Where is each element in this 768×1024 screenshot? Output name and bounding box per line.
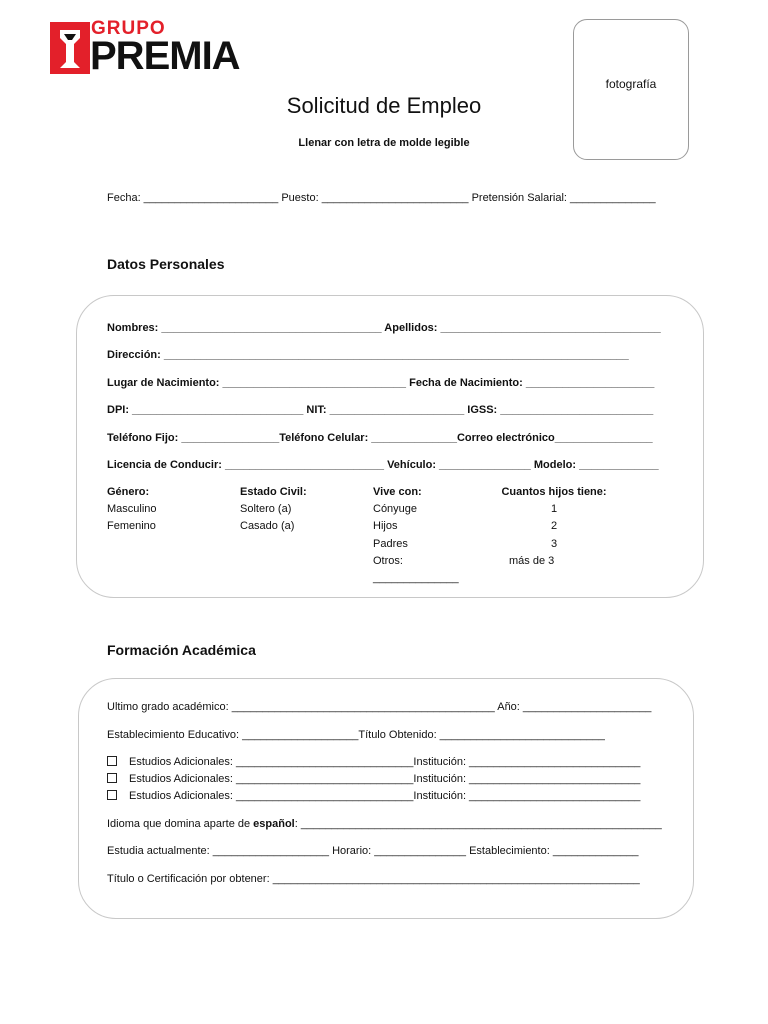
idioma-prefix: Idioma que domina aparte de <box>107 818 254 830</box>
hijos-option[interactable]: 2 <box>550 520 558 533</box>
genero-option[interactable]: Masculino <box>107 503 157 516</box>
field-telefonos-correo[interactable]: Teléfono Fijo: ________________Teléfono Celular: ______________Correo electrónico________________ <box>107 432 653 444</box>
checkbox[interactable] <box>107 756 117 766</box>
vive-con-option[interactable]: Cónyuge <box>373 503 418 516</box>
field-nombres-apellidos[interactable]: Nombres: ____________________________________ Apellidos: ____________________________________ <box>107 322 661 334</box>
field-nacimiento[interactable]: Lugar de Nacimiento: ______________________________ Fecha de Nacimiento: _____________________ <box>107 377 655 389</box>
idioma-suffix: : ___________________________________________________________ <box>294 818 662 830</box>
field-licencia-vehiculo[interactable]: Licencia de Conducir: __________________________ Vehículo: _______________ Modelo: _____________ <box>107 459 659 471</box>
page-title: Solicitud de Empleo <box>286 93 482 118</box>
estado-civil-option[interactable]: Casado (a) <box>240 520 295 533</box>
vive-con-option[interactable]: Hijos <box>373 520 398 533</box>
field-estudia-actualmente[interactable]: Estudia actualmente: ___________________ Horario: _______________ Establecimiento: ______________ <box>107 845 639 857</box>
estado-civil-option[interactable]: Soltero (a) <box>240 503 292 516</box>
photo-label: fotografía <box>605 77 657 91</box>
field-ultimo-grado[interactable]: Ultimo grado académico: ___________________________________________ Año: _____________________ <box>107 701 652 713</box>
hijos-column <box>494 484 614 570</box>
estudios-adicionales-row[interactable] <box>107 756 640 768</box>
idioma-bold: español <box>253 818 295 830</box>
field-idioma[interactable] <box>107 818 662 830</box>
field-establecimiento-titulo[interactable]: Establecimiento Educativo: ___________________Título Obtenido: ___________________________ <box>107 729 605 741</box>
section-heading-academic: Formación Académica <box>107 642 256 658</box>
field-direccion[interactable]: Dirección: ____________________________________________________________________________ <box>107 349 629 361</box>
genero-label: Género: <box>107 486 150 498</box>
logo-premia-text: PREMIA <box>90 34 240 78</box>
estado-civil-label: Estado Civil: <box>240 486 307 498</box>
page-subtitle: Llenar con letra de molde legible <box>298 137 470 149</box>
section-heading-personal: Datos Personales <box>107 256 225 272</box>
vive-con-option[interactable]: Padres <box>373 537 408 550</box>
genero-option[interactable]: Femenino <box>107 520 156 533</box>
vive-con-otros-blank[interactable]: ______________ <box>373 572 459 585</box>
estudios-adicionales-text: Estudios Adicionales: _____________________________Institución: ____________________________ <box>129 756 641 768</box>
hijos-option[interactable]: 3 <box>550 537 558 550</box>
vive-con-option[interactable]: Otros: <box>373 554 403 567</box>
hijos-option[interactable]: 1 <box>550 503 558 516</box>
logo-grupo-text: GRUPO <box>91 18 166 39</box>
field-titulo-por-obtener[interactable]: Título o Certificación por obtener: ____________________________________________________________ <box>107 873 640 885</box>
estudios-adicionales-row[interactable] <box>107 790 640 802</box>
genero-column <box>107 484 157 536</box>
company-logo <box>50 18 312 78</box>
top-fields-line[interactable]: Fecha: ______________________ Puesto: ________________________ Pretensión Salarial: ______________ <box>107 192 656 204</box>
logo-mark-icon <box>50 22 90 74</box>
estudios-adicionales-row[interactable] <box>107 773 640 785</box>
estudios-adicionales-text: Estudios Adicionales: _____________________________Institución: ____________________________ <box>129 790 641 802</box>
hijos-option[interactable]: más de 3 <box>509 554 555 567</box>
hijos-label: Cuantos hijos tiene: <box>501 486 607 498</box>
vive-con-column <box>373 484 459 587</box>
checkbox[interactable] <box>107 790 117 800</box>
estado-civil-column <box>240 484 307 536</box>
field-dpi-nit-igss[interactable]: DPI: ____________________________ NIT: ______________________ IGSS: _________________________ <box>107 404 654 416</box>
estudios-adicionales-text: Estudios Adicionales: _____________________________Institución: ____________________________ <box>129 773 641 785</box>
vive-con-label: Vive con: <box>373 486 422 498</box>
checkbox[interactable] <box>107 773 117 783</box>
